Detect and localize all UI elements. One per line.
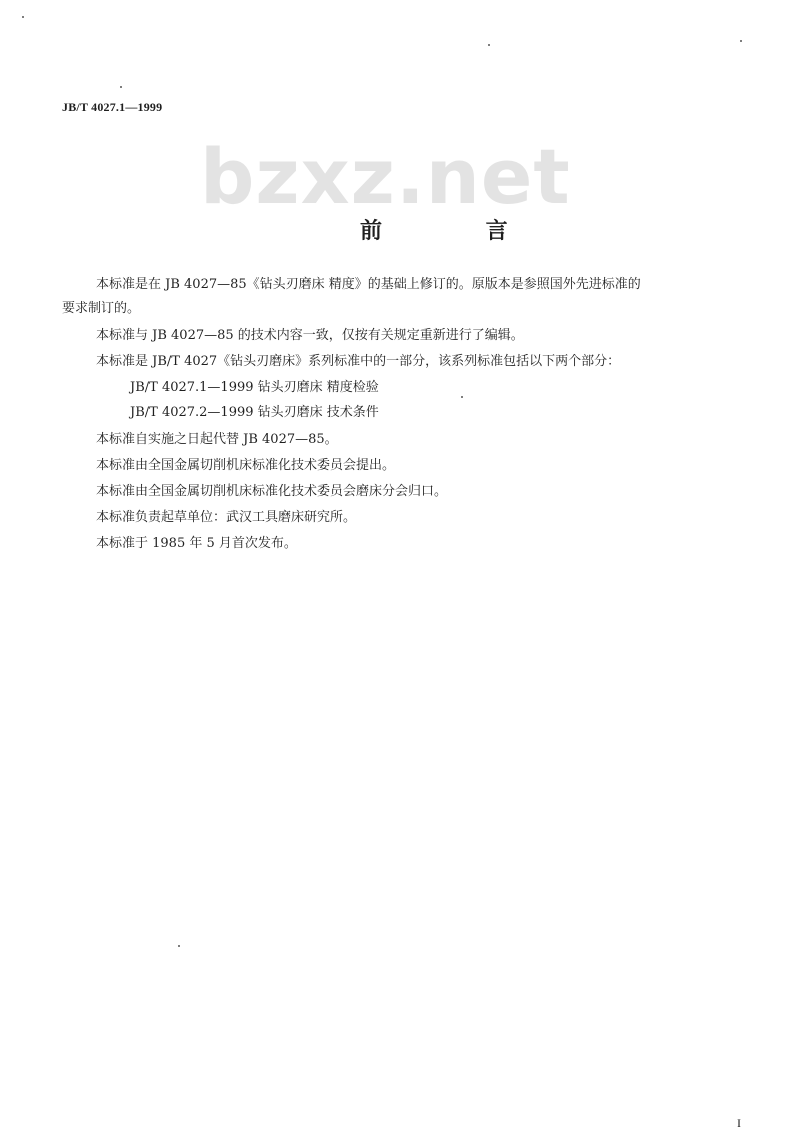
paragraph-line: 要求制订的。 bbox=[62, 301, 141, 316]
paragraph-line: 本标准负责起草单位：武汉工具磨床研究所。 bbox=[96, 510, 357, 525]
scan-speck bbox=[461, 396, 463, 398]
standard-list-item: JB/T 4027.2—1999 钻头刃磨床 技术条件 bbox=[130, 405, 379, 420]
standard-list-item: JB/T 4027.1—1999 钻头刃磨床 精度检验 bbox=[130, 380, 379, 395]
page-number: I bbox=[737, 1116, 741, 1130]
paragraph-line: 本标准自实施之日起代替 JB 4027—85。 bbox=[96, 432, 338, 447]
paragraph-line: 本标准是 JB/T 4027《钻头刃磨床》系列标准中的一部分，该系列标准包括以下两个部分： bbox=[96, 354, 621, 369]
paragraph-line: 本标准于 1985 年 5 月首次发布。 bbox=[96, 536, 297, 551]
watermark: bzxz.net bbox=[200, 132, 571, 221]
foreword-title: 前 言 bbox=[360, 219, 556, 244]
scan-speck bbox=[178, 945, 180, 947]
paragraph-line: 本标准由全国金属切削机床标准化技术委员会提出。 bbox=[96, 458, 396, 473]
scan-speck bbox=[488, 44, 490, 46]
scan-speck bbox=[120, 86, 122, 88]
scan-speck bbox=[22, 16, 24, 18]
scan-speck bbox=[740, 40, 742, 42]
paragraph-line: 本标准与 JB 4027—85 的技术内容一致，仅按有关规定重新进行了编辑。 bbox=[96, 328, 524, 343]
document-code: JB/T 4027.1—1999 bbox=[62, 100, 163, 114]
paragraph-line: 本标准由全国金属切削机床标准化技术委员会磨床分会归口。 bbox=[96, 484, 448, 499]
paragraph-line: 本标准是在 JB 4027—85《钻头刃磨床 精度》的基础上修订的。原版本是参照国外先进标准的 bbox=[96, 277, 641, 292]
